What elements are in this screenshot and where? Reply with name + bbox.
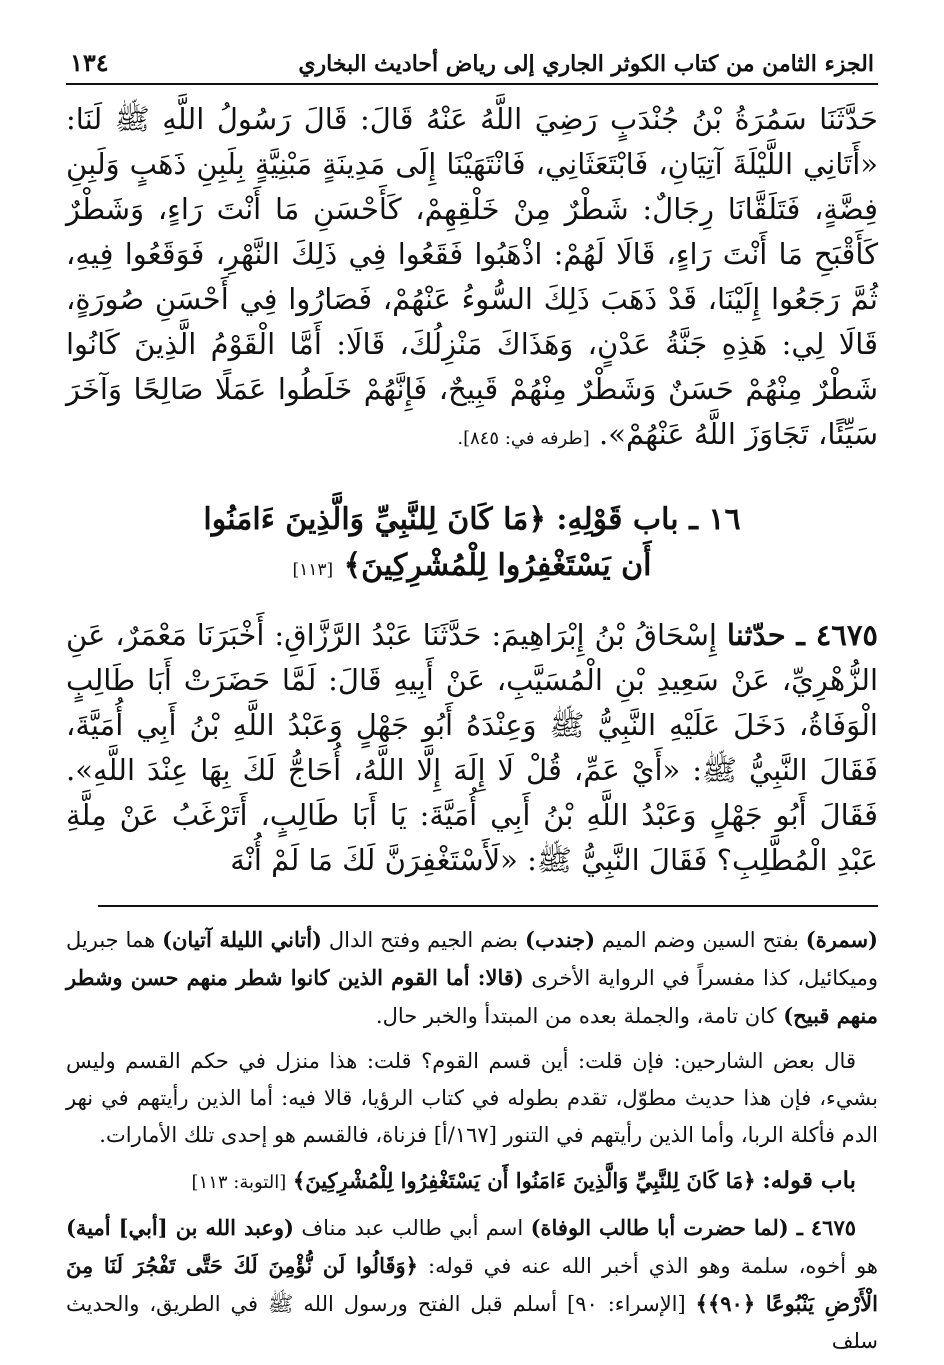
- hadith-4675: [66, 613, 878, 883]
- commentary-paragraph-2: قال بعض الشارحين: فإن قلت: أين قسم القوم؟ قلت: هذا منزل في حكم القسم وليس بشيء، فإن هذا حديث مطوّل، تقدم بطوله في كتاب الرؤيا، قالا فيه: أما الذين رأيتهم في نهر الدم فأكلة الربا، وأما الذين رأيتهم في التنور [١٦٧/أ] فزناة، فالقسم هو إحدى تلك الأمارات.: [66, 1049, 878, 1147]
- commentary-paragraph-4: [66, 1209, 878, 1360]
- commentary-text: هما جبريل وميكائيل، كذا مفسراً في الرواية الأخرى: [66, 928, 878, 990]
- commentary-text: كان تامة، والجملة بعده من المبتدأ والخبر حال.: [375, 1004, 784, 1028]
- cross-reference: [طرفه في: ٨٤٥].: [457, 428, 590, 449]
- commentary-chapter-line: [66, 1162, 878, 1201]
- commentary-lemma: (وعبد الله بن [أبي] أمية): [66, 1215, 294, 1240]
- hadith-text: إِسْحَاقُ بْنُ إِبْرَاهِيمَ: حَدَّثَنَا عَبْدُ الرَّزَّاقِ: أَخْبَرَنَا مَعْمَرٌ، عَنِ الزُّهْرِيِّ، عَنْ سَعِيدِ بْنِ الْمُسَيَّبِ، عَنْ أَبِيهِ قَالَ: لَمَّا حَضَرَتْ أَبَا طَالِبٍ الْوَفَاةُ، دَخَلَ عَلَيْهِ النَّبِيُّ ﷺ وَعِنْدَهُ أَبُو جَهْلٍ وَعَبْدُ اللَّهِ بْنُ أَبِي أُمَيَّةَ، فَقَالَ النَّبِيُّ ﷺ: «أَيْ عَمِّ، قُلْ لَا إِلَهَ إِلَّا اللَّهُ، أُحَاجُّ لَكَ بِهَا عِنْدَ اللَّهِ». فَقَالَ أَبُو جَهْلٍ وَعَبْدُ اللَّهِ بْنُ أَبِي أُمَيَّةَ: يَا أَبَا طَالِبٍ، أَتَرْغَبُ عَنْ مِلَّةِ عَبْدِ الْمُطَّلِبِ؟ فَقَالَ النَّبِيُّ ﷺ: «لَأَسْتَغْفِرَنَّ لَكَ مَا لَمْ أُنْهَ: [66, 618, 878, 877]
- hadith-number: ٤٦٧٥ ـ حدّثنا: [726, 618, 879, 652]
- commentary-lemma: (سمرة): [805, 927, 878, 952]
- commentary: [66, 921, 878, 1360]
- commentary-bab-label: باب قوله:: [762, 1167, 856, 1194]
- commentary-lemma: (أتاني الليلة آتيان): [162, 927, 322, 952]
- hadith-text: حَدَّثَنَا سَمُرَةُ بْنُ جُنْدَبٍ رَضِيَ اللَّهُ عَنْهُ قَالَ: قَالَ رَسُولُ اللَّهِ ﷺ لَنَا: «أَتَانِي اللَّيْلَةَ آتِيَانِ، فَابْتَعَثَانِي، فَانْتَهَيْنَا إِلَى مَدِينَةٍ مَبْنِيَّةٍ بِلَبِنِ ذَهَبٍ وَلَبِنِ فِضَّةٍ، فَتَلَقَّانَا رِجَالٌ: شَطْرٌ مِنْ خَلْقِهِمْ، كَأَحْسَنِ مَا أَنْتَ رَاءٍ، وَشَطْرٌ كَأَقْبَحِ مَا أَنْتَ رَاءٍ، قَالَا لَهُمْ: اذْهَبُوا فَقَعُوا فِي ذَلِكَ النَّهْرِ، فَوَقَعُوا فِيهِ، ثُمَّ رَجَعُوا إِلَيْنَا، قَدْ ذَهَبَ ذَلِكَ السُّوءُ عَنْهُمْ، فَصَارُوا فِي أَحْسَنِ صُورَةٍ، قَالَا لِي: هَذِهِ جَنَّةُ عَدْنٍ، وَهَذَاكَ مَنْزِلُكَ، قَالَا: أَمَّا الْقَوْمُ الَّذِينَ كَانُوا شَطْرٌ مِنْهُمْ حَسَنٌ وَشَطْرٌ مِنْهُمْ قَبِيحٌ، فَإِنَّهُمْ خَلَطُوا عَمَلًا صَالِحًا وَآخَرَ سَيِّئًا، تَجَاوَزَ اللَّهُ عَنْهُمْ».: [66, 102, 878, 451]
- commentary-text: اسم أبي طالب عبد مناف: [293, 1216, 531, 1240]
- running-header: [66, 48, 878, 85]
- commentary-verse: ﴿مَا كَانَ لِلنَّبِيِّ وَالَّذِينَ ءَامَنُوا أَن يَسْتَغْفِرُوا لِلْمُشْرِكِينَ﴾: [292, 1168, 756, 1193]
- chapter-title-line-1: ١٦ ـ باب قَوْلِهِ: ﴿مَا كَانَ لِلنَّبِيِّ وَالَّذِينَ ءَامَنُوا: [203, 502, 741, 537]
- commentary-text: بفتح السين وضم الميم: [595, 928, 806, 952]
- commentary-verse-reference: [التوبة: ١١٣]: [191, 1172, 287, 1193]
- footnote-divider: [98, 905, 878, 907]
- page-number: ١٣٤: [70, 48, 109, 77]
- chapter-heading: [66, 497, 878, 593]
- commentary-text: بضم الجيم وفتح الدال: [322, 928, 526, 952]
- commentary-text: [الإسراء: ٩٠] أسلم قبل الفتح ورسول الله ﷺ في الطريق، والحديث سلف: [66, 1292, 878, 1353]
- commentary-paragraph-1: [66, 921, 878, 1035]
- commentary-lemma: ٤٦٧٥ ـ (لما حضرت أبا طالب الوفاة): [530, 1215, 857, 1240]
- verse-reference: [١١٣]: [292, 560, 334, 580]
- commentary-lemma: (قالا: أما القوم الذين كانوا شطر منهم حسن وشطر منهم قبيح): [66, 965, 878, 1028]
- commentary-lemma: (جندب): [525, 927, 596, 952]
- chapter-title-line-2: أَن يَسْتَغْفِرُوا لِلْمُشْرِكِينَ﴾: [343, 548, 652, 583]
- quran-quote: ﴿وَقَالُوا لَن نُّؤْمِنَ لَكَ حَتَّى تَفْجُرَ لَنَا مِنَ الْأَرْضِ يَنْبُوعًا ﴿٩٠﴾﴾: [66, 1253, 878, 1316]
- commentary-text: هو أخوه، سلمة وهو الذي أخبر الله عنه في قوله:: [417, 1254, 878, 1278]
- running-title: الجزء الثامن من كتاب الكوثر الجاري إلى رياض أحاديث البخاري: [298, 51, 874, 77]
- hadith-previous-ending: [66, 97, 878, 461]
